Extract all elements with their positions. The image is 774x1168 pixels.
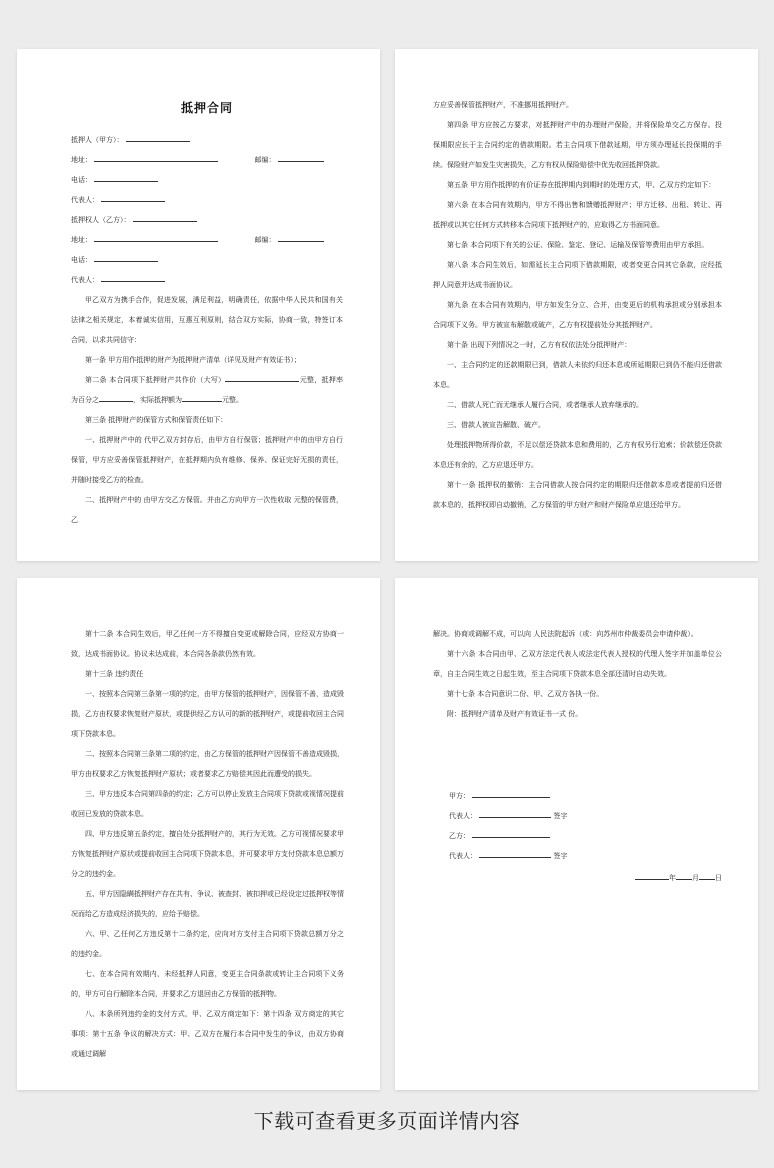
phone-line-b xyxy=(71,250,343,270)
article-2 xyxy=(71,370,343,410)
rep-line-b xyxy=(71,270,343,290)
article-13-item-6: 六、甲、乙任何乙方违反第十二条约定，应向对方支付主合同项下贷款总额万分之 的违约金。 xyxy=(71,930,344,958)
phone-blank[interactable] xyxy=(94,252,158,262)
article-10-item-2: 二、借款人死亡而无继承人履行合同，或者继承人放弃继承的。 xyxy=(447,401,643,409)
continuation-paragraph: 解决。协商或调解不成，可以向 人民法院起诉（或：向苏州市仲裁委员会申请仲裁）。 xyxy=(433,630,698,638)
attachment-note: 附：抵押财产清单及财产有效证书一式 份。 xyxy=(447,710,583,718)
article-7: 第七条 本合同项下有关的公证、保险、鉴定、登记、运输及保管等费用由甲方承担。 xyxy=(447,241,709,249)
year-label: 年 xyxy=(669,874,676,882)
rep-b-sign-line xyxy=(449,846,722,866)
mortgagee-blank[interactable] xyxy=(133,212,197,222)
article-8: 第八条 本合同生效后，如需延长主合同项下借款期限，或者变更合同其它条款，应经抵押人同意并达成书面协议。 xyxy=(433,261,722,289)
disposal-paragraph: 处理抵押物所得价款，不足以偿还贷款本息和费用的，乙方有权另行追索；价款偿还贷款本息还有余的，乙方应退还甲方。 xyxy=(433,441,722,469)
rep-blank[interactable] xyxy=(101,192,165,202)
article-3-item-1: 一、抵押财产中的 代甲乙双方封存后，由甲方自行保管；抵押财产中的由甲方自行保管，甲方应妥善保管抵押财产，在抵押期内负有维修、保养、保证完好无损的责任，并随时接受乙方的检查。 xyxy=(71,436,343,484)
postal-blank[interactable] xyxy=(278,232,324,242)
article-13-item-5: 五、甲方因隐瞒抵押财产存在共有、争议、被查封、被扣押或已经设定过抵押权等情况而给乙方造成经济损失的，应给予赔偿。 xyxy=(71,890,344,918)
rep-line-a xyxy=(71,190,343,210)
day-label: 日 xyxy=(715,874,722,882)
rep-b-blank[interactable] xyxy=(479,848,551,858)
document-title: 抵押合同 xyxy=(180,101,233,115)
rep-a-sign-line xyxy=(449,806,722,826)
sign-label: 签字 xyxy=(553,852,568,860)
article-3: 第三条 抵押财产的保管方式和保管责任如下： xyxy=(85,416,228,424)
article-17: 第十七条 本合同意识二份、甲、乙双方各执一份。 xyxy=(447,690,604,698)
address-label: 地址： xyxy=(71,236,92,244)
postal-label: 邮编： xyxy=(254,156,276,164)
sign-label: 签字 xyxy=(553,812,568,820)
rep-label: 代表人： xyxy=(71,276,99,284)
amount-blank[interactable] xyxy=(182,392,222,402)
continuation-paragraph: 方应妥善保管抵押财产，不准挪用抵押财产。 xyxy=(433,101,573,109)
rate-blank[interactable] xyxy=(99,392,133,402)
date-line xyxy=(433,868,722,888)
party-a-blank[interactable] xyxy=(472,788,550,798)
mortgagor-blank[interactable] xyxy=(126,132,190,142)
mortgagee-line xyxy=(71,210,343,230)
download-prompt[interactable]: 下载可查看更多页面详情内容 xyxy=(253,1109,521,1133)
party-b-label: 乙方： xyxy=(449,832,470,840)
phone-label: 电话： xyxy=(71,176,92,184)
rep-label: 代表人： xyxy=(449,812,477,820)
article-13-item-3: 三、甲方违反本合同第四条的约定；乙方可以停止发放主合同项下贷款或视情况提前收回已发放的贷款本息。 xyxy=(71,790,344,818)
mortgagor-label: 抵押人（甲方）： xyxy=(71,136,124,144)
contract-page-2 xyxy=(395,49,758,561)
rep-label: 代表人： xyxy=(71,196,99,204)
article-2-end-text: 元整。 xyxy=(222,396,243,404)
article-13-item-7: 七、在本合同有效期内，未经抵押人同意，变更主合同条款或转让主合同项下义务的，甲方可自行解除本合同，并要求乙方退回由乙方保管的抵押物。 xyxy=(71,970,344,998)
article-3-item-2: 二、抵押财产中的 由甲方交乙方保管。并由乙方向甲方一次性收取 元整的保管费，乙 xyxy=(71,496,343,524)
party-b-sign-line xyxy=(449,826,722,846)
year-blank[interactable] xyxy=(635,870,669,880)
article-6: 第六条 在本合同有效期内，甲方不得出售和馈赠抵押财产；甲方迁移、出租、转让、再抵押或以其它任何方式转移本合同项下抵押财产的，应取得乙方书面同意。 xyxy=(433,201,722,229)
article-13-item-8: 八、本条所列违约金的支付方式，甲、乙双方商定如下：第十四条 双方商定的其它事项：第十五条 争议的解决方式：甲、乙双方在履行本合同中发生的争议，由双方协商或通过调解 xyxy=(71,1010,344,1058)
address-line-b xyxy=(71,230,343,250)
rep-blank[interactable] xyxy=(101,272,165,282)
postal-label: 邮编： xyxy=(254,236,276,244)
price-blank[interactable] xyxy=(225,372,299,382)
article-2-rate-text: 元整，抵押率为百分之 xyxy=(71,376,343,404)
article-2-text: 第二条 本合同项下抵押财产共作价（大写） xyxy=(85,376,226,384)
party-b-blank[interactable] xyxy=(472,828,550,838)
article-4: 第四条 甲方应按乙方要求，对抵押财产中的办理财产保险，并将保险单交乙方保存。投保期限应长于主合同约定的借款期限。若主合同项下借款延期，甲方须办理延长投保期的手续。保险财产如发生灾害损失，乙方有权从保险赔偿中优先收回抵押贷款。 xyxy=(433,121,722,169)
mortgagee-label: 抵押权人（乙方）： xyxy=(71,216,131,224)
article-10-item-3: 三、借款人被宣告解散、破产。 xyxy=(447,421,545,429)
rep-a-blank[interactable] xyxy=(479,808,551,818)
article-12: 第十二条 本合同生效后，甲乙任何一方不得擅自变更或解除合同，应经双方协商一致，达成书面协议。协议未达成前，本合同各条款仍然有效。 xyxy=(71,630,344,658)
address-label: 地址： xyxy=(71,156,92,164)
party-a-label: 甲方： xyxy=(449,792,470,800)
article-13-item-2: 二、按照本合同第三条第二项的约定，由乙方保管的抵押财产因保管不善造成毁损，甲方由权要求乙方恢复抵押财产原状；或者要求乙方赔偿其因此而遭受的损失。 xyxy=(71,750,344,778)
article-5: 第五条 甲方用作抵押的有价证券在抵押期内到期时的处理方式，甲、乙双方约定如下： xyxy=(447,181,716,189)
rep-label: 代表人： xyxy=(449,852,477,860)
contract-page-4 xyxy=(395,578,758,1090)
mortgagor-line xyxy=(71,130,343,150)
article-1: 第一条 甲方用作抵押的财产为抵押财产清单（详见及财产有效证书）； xyxy=(85,356,301,364)
article-10: 第十条 出现下列情况之一时，乙方有权依法处分抵押财产： xyxy=(447,341,632,349)
month-blank[interactable] xyxy=(676,870,692,880)
article-10-item-1: 一、主合同约定的还款期限已到，借款人未依约归还本息或所延期限已到仍不能归还借款本息。 xyxy=(433,361,722,389)
phone-label: 电话： xyxy=(71,256,92,264)
postal-blank[interactable] xyxy=(278,152,324,162)
article-2-amount-text: ，实际抵押额为 xyxy=(133,396,182,404)
article-9: 第九条 在本合同有效期内，甲方如发生分立、合并，由变更后的机构承担或分别承担本合同项下义务。甲方被宣布解散或破产，乙方有权提前处分其抵押财产。 xyxy=(433,301,722,329)
contract-page-1 xyxy=(17,49,380,561)
phone-line-a xyxy=(71,170,343,190)
address-line-a xyxy=(71,150,343,170)
phone-blank[interactable] xyxy=(94,172,158,182)
article-13-item-4: 四、甲方违反第五条约定，擅自处分抵押财产的，其行为无效。乙方可视情况要求甲方恢复抵押财产原状或提前收回主合同项下贷款本息，并可要求甲方支付贷款本息总额万分之的违约金。 xyxy=(71,830,344,878)
article-16: 第十六条 本合同由甲、乙双方法定代表人或法定代表人授权的代理人签字并加盖单位公章，自主合同生效之日起生效，至主合同项下贷款本息全部还清时自动失效。 xyxy=(433,650,722,678)
preamble-paragraph: 甲乙双方为携手合作，促进发展，满足利益，明确责任，依据中华人民共和国有关法律之相关规定，本着诚实信用，互惠互利原则，结合双方实际，协商一致，特签订本合同，以求共同信守： xyxy=(71,296,343,344)
article-13: 第十三条 违约责任 xyxy=(85,670,144,678)
address-blank[interactable] xyxy=(94,152,218,162)
address-blank[interactable] xyxy=(94,232,218,242)
day-blank[interactable] xyxy=(699,870,715,880)
party-a-sign-line xyxy=(449,786,722,806)
article-11: 第十一条 抵押权的撤销：主合同借款人按合同约定的期限归还借款本息或者提前归还借款本息的，抵押权即自动撤销，乙方保管的甲方财产和财产保险单应退还给甲方。 xyxy=(433,481,722,509)
article-13-item-1: 一、按照本合同第三条第一项的约定，由甲方保管的抵押财产，因保管不善，造成毁损，乙方由权要求恢复财产原状，或提供经乙方认可的新的抵押财产，或提前收回主合同项下贷款本息。 xyxy=(71,690,344,738)
contract-page-3 xyxy=(17,578,380,1090)
month-label: 月 xyxy=(692,874,699,882)
